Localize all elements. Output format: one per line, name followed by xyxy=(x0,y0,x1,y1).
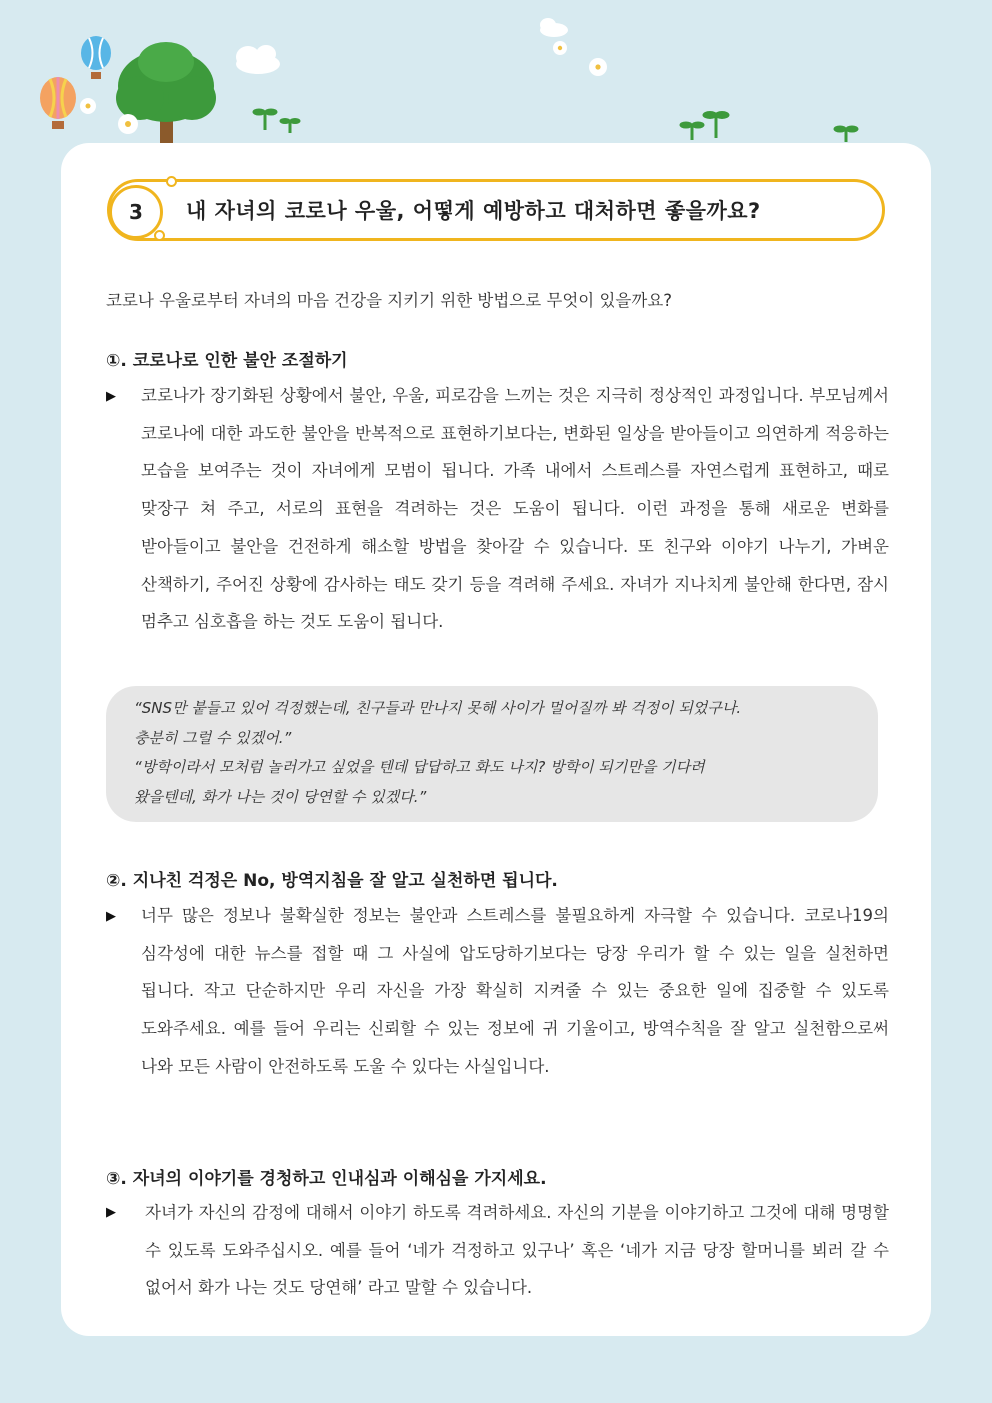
sprout-icon xyxy=(253,109,277,130)
quote-line: 왔을텐데, 화가 나는 것이 당연할 수 있겠다.” xyxy=(134,788,427,807)
header-illustration xyxy=(0,0,992,160)
sprout-icon xyxy=(280,119,300,134)
intro-text: 코로나 우울로부터 자녀의 마음 건강을 지키기 위한 방법으로 무엇이 있을까요? xyxy=(106,291,673,310)
section-1-body: 코로나가 장기화된 상황에서 불안, 우울, 피로감을 느끼는 것은 지극히 정상적인 과정입니다. 부모님께서 코로나에 대한 과도한 불안을 반복적으로 표현하기보다는, 변화된 일상을 받아들이고 의연하게 적응하는 모습을 보여주는 것이 자녀에게 모범이 됩니다. 가족 내에서 스트레스를 자연스럽게 표현하고, 때로 맞장구 쳐 주고, 서로의 표현을 격려하는 것은 도움이 됩니다. 이런 과정을 통해 새로운 변화를 받아들이고 불안을 건전하게 해소할 방법을 찾아갈 수 있습니다. 또 친구와 이야기 나누기, 가벼운 산책하기, 주어진 상황에 감사하는 태도 갖기 등을 격려해 주세요. 자녀가 지나치게 불안해 한다면, 잠시 멈추고 심호흡을 하는 것도 도움이 됩니다. xyxy=(141,386,889,632)
heading-number: 3 xyxy=(109,185,163,239)
sprout-icon xyxy=(703,112,729,139)
flower-icon xyxy=(553,41,567,55)
heading-frame-dot xyxy=(166,176,177,187)
hot-air-balloon-icon xyxy=(81,36,111,79)
quote-text xyxy=(134,694,864,813)
hot-air-balloon-icon xyxy=(40,77,76,129)
cloud-icon xyxy=(236,45,280,74)
section-2-body: 너무 많은 정보나 불확실한 정보는 불안과 스트레스를 불필요하게 자극할 수 있습니다. 코로나19의 심각성에 대한 뉴스를 접할 때 그 사실에 압도당하기보다는 당장 우리가 할 수 있는 일을 실천하면 됩니다. 작고 단순하지만 우리 자신을 가장 확실히 지켜줄 수 있는 중요한 일에 집중할 수 있도록 도와주세요. 예를 들어 우리는 신뢰할 수 있는 정보에 귀 기울이고, 방역수칙을 잘 알고 실천함으로써 나와 모든 사람이 안전하도록 도울 수 있다는 사실입니다. xyxy=(141,906,889,1076)
quote-line: “SNS만 붙들고 있어 걱정했는데, 친구들과 만나지 못해 사이가 멀어질까 봐 걱정이 되었구나. xyxy=(134,699,742,717)
flower-icon xyxy=(118,114,138,134)
heading-frame-dot xyxy=(154,230,165,241)
quote-line: “방학이라서 모처럼 놀러가고 싶었을 텐데 답답하고 화도 나지? 방학이 되기만을 기다려 xyxy=(134,758,705,777)
content-card xyxy=(61,143,931,1336)
sprout-icon xyxy=(834,126,858,142)
quote-box xyxy=(106,686,878,822)
section-3-body: 자녀가 자신의 감정에 대해서 이야기 하도록 격려하세요. 자신의 기분을 이야기하고 그것에 대해 명명할 수 있도록 도와주십시오. 예를 들어 ‘네가 걱정하고 있구나’ 혹은 ‘네가 지금 당장 할머니를 뵈러 갈 수 없어서 화가 나는 것도 당연해’ 라고 말할 수 있습니다. xyxy=(145,1203,889,1298)
section-3-title: ③. 자녀의 이야기를 경청하고 인내심과 이해심을 가지세요. xyxy=(106,1169,547,1189)
section-1-title: ①. 코로나로 인한 불안 조절하기 xyxy=(106,351,348,371)
flower-icon xyxy=(80,98,96,114)
bullet-icon: ▶ xyxy=(106,909,116,924)
page-title: 내 자녀의 코로나 우울, 어떻게 예방하고 대처하면 좋을까요? xyxy=(186,199,761,223)
section-2-title: ②. 지나친 걱정은 No, 방역지침을 잘 알고 실천하면 됩니다. xyxy=(106,871,558,891)
sprout-icon xyxy=(680,122,704,140)
cloud-icon xyxy=(540,18,568,37)
quote-line: 충분히 그럴 수 있겠어.” xyxy=(134,728,292,747)
flower-icon xyxy=(589,58,607,76)
bullet-icon: ▶ xyxy=(106,389,116,404)
bullet-icon: ▶ xyxy=(106,1205,116,1220)
